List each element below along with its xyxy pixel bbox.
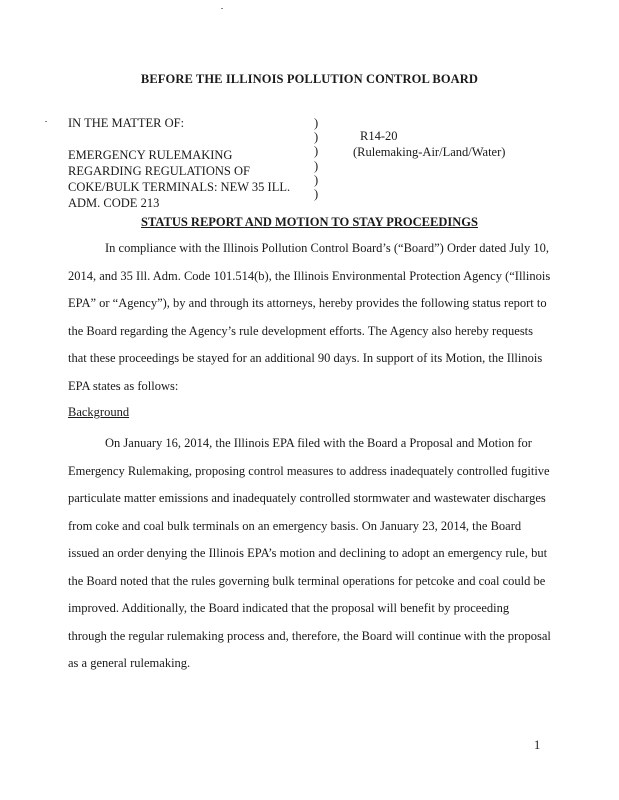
background-heading: Background	[68, 405, 130, 419]
paragraph-line: issued an order denying the Illinois EPA’s motion and declining to adopt an emergency rule, but	[68, 546, 548, 560]
caption-line: REGARDING REGULATIONS OF	[68, 164, 250, 178]
paragraph-background	[68, 430, 551, 678]
caption-line	[68, 131, 290, 147]
paragraph-line: as a general rulemaking.	[68, 656, 191, 670]
scan-mark	[45, 121, 47, 122]
case-caption	[68, 115, 290, 211]
paragraph-line: On January 16, 2014, the Illinois EPA filed with the Board a Proposal and Motion for	[105, 436, 532, 450]
paragraph-line: EPA” or “Agency”), by and through its attorneys, hereby provides the following status report to	[68, 296, 547, 310]
paragraph-line: through the regular rulemaking process and, therefore, the Board will continue with the proposal	[68, 628, 551, 643]
paragraph-status-report	[68, 235, 551, 400]
paragraph-line: the Board regarding the Agency’s rule development efforts. The Agency also hereby requests	[68, 323, 534, 338]
paragraph-line: EPA states as follows:	[68, 378, 179, 393]
paragraph-line: that these proceedings be stayed for an additional 90 days. In support of its Motion, the Illinois	[68, 351, 543, 365]
caption-parentheses	[314, 115, 318, 200]
paragraph-line: 2014, and 35 Ill. Adm. Code 101.514(b), the Illinois Environmental Protection Agency (“Illinois	[68, 268, 551, 283]
paren: )	[314, 158, 319, 173]
docket-type: (Rulemaking-Air/Land/Water)	[353, 145, 506, 159]
scan-mark	[221, 8, 223, 9]
caption-line: ADM. CODE 213	[68, 196, 160, 210]
paren: )	[314, 116, 319, 130]
paragraph-line: particulate matter emissions and inadequately controlled stormwater and wastewater discharges	[68, 491, 546, 505]
paren: )	[314, 130, 319, 145]
docket-info	[353, 128, 506, 160]
paragraph-line: the Board noted that the rules governing bulk terminal operations for petcoke and coal could be	[68, 573, 546, 588]
page-number: 1	[534, 738, 541, 752]
document-title: BEFORE THE ILLINOIS POLLUTION CONTROL BOARD	[140, 72, 479, 86]
caption-line: COKE/BULK TERMINALS: NEW 35 ILL.	[68, 180, 291, 194]
paren: )	[314, 172, 319, 187]
paren: )	[314, 186, 319, 201]
caption-line: EMERGENCY RULEMAKING	[68, 148, 233, 162]
paragraph-line: Emergency Rulemaking, proposing control measures to address inadequately controlled fugitive	[68, 463, 550, 478]
paragraph-line: improved. Additionally, the Board indicated that the proposal will benefit by proceeding	[68, 601, 510, 615]
caption-line: IN THE MATTER OF:	[68, 116, 185, 130]
paragraph-line: from coke and coal bulk terminals on an emergency basis. On January 23, 2014, the Board	[68, 518, 522, 533]
docket-number: R14-20	[360, 129, 398, 143]
section-title: STATUS REPORT AND MOTION TO STAY PROCEEDINGS	[141, 215, 478, 229]
paren: )	[314, 144, 319, 159]
paragraph-line: In compliance with the Illinois Pollution Control Board’s (“Board”) Order dated July 10,	[105, 241, 550, 255]
